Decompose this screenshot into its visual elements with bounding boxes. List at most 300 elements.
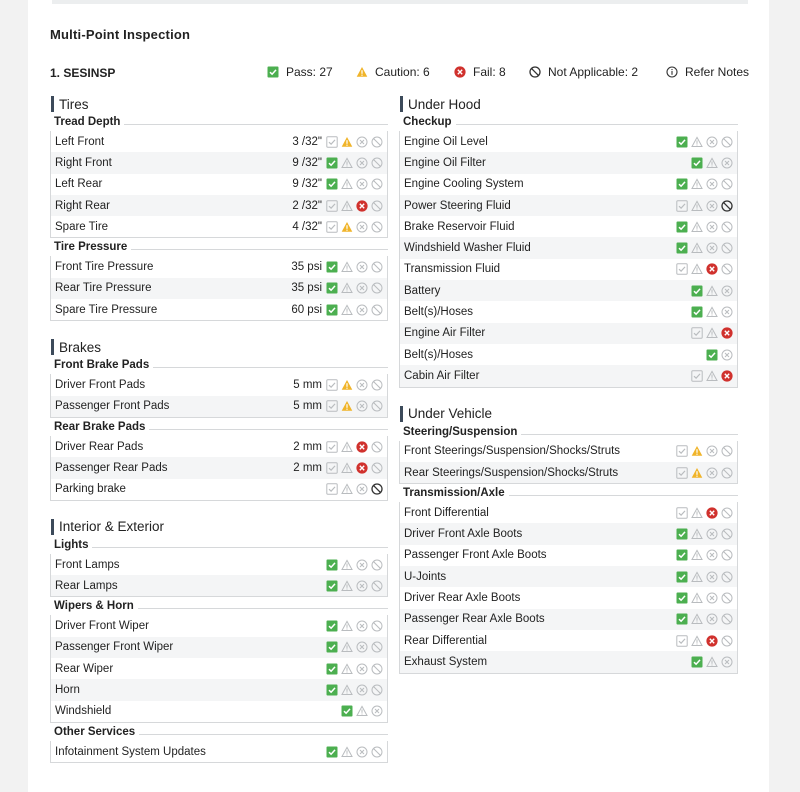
not-applicable-icon[interactable] [721, 549, 733, 561]
inspection-item-name: Driver Rear Pads [55, 440, 144, 453]
inspection-label: 1. SESINSP [50, 66, 116, 80]
pass-icon[interactable] [676, 507, 688, 519]
caution-icon[interactable] [691, 549, 703, 561]
fail-icon[interactable] [706, 200, 718, 212]
status-icons [326, 400, 383, 412]
inspection-item-value: 2 mm [293, 440, 322, 453]
not-applicable-icon[interactable] [721, 467, 733, 479]
caution-icon[interactable] [706, 656, 718, 668]
pass-icon[interactable] [691, 656, 703, 668]
caution-icon[interactable] [706, 285, 718, 297]
caution-icon[interactable] [706, 327, 718, 339]
fail-icon[interactable] [706, 467, 718, 479]
pass-icon[interactable] [326, 261, 338, 273]
inspection-item-name: Passenger Front Axle Boots [404, 549, 547, 562]
fail-icon[interactable] [356, 200, 368, 212]
fail-icon[interactable] [356, 282, 368, 294]
inspection-row-engine-cooling-system [400, 174, 737, 195]
caution-icon[interactable] [691, 635, 703, 647]
inspection-item-name: Engine Air Filter [404, 327, 486, 340]
pass-icon[interactable] [676, 613, 688, 625]
inspection-row-passenger-front-wiper [51, 637, 387, 658]
right-column [399, 95, 738, 674]
inspection-item-name: Belt(s)/Hoses [404, 348, 474, 361]
group-title-transmission-axle [399, 487, 738, 502]
status-icons [676, 221, 733, 233]
inspection-item-name: Spare Tire Pressure [55, 303, 158, 316]
not-applicable-icon[interactable] [371, 684, 383, 696]
group-title-steering-suspension [399, 426, 738, 441]
fail-icon[interactable] [356, 221, 368, 233]
pass-icon[interactable] [326, 441, 338, 453]
inspection-item-name: Rear Lamps [55, 579, 118, 592]
status-icons [326, 663, 383, 675]
fail-icon[interactable] [356, 641, 368, 653]
fail-icon[interactable] [356, 441, 368, 453]
pass-icon[interactable] [676, 263, 688, 275]
fail-icon[interactable] [721, 285, 733, 297]
pass-icon[interactable] [676, 467, 688, 479]
inspection-group-wipers-horn [50, 615, 388, 722]
caution-icon[interactable] [341, 157, 353, 169]
pass-icon[interactable] [326, 200, 338, 212]
inspection-item-value: 60 psi [291, 303, 322, 316]
inspection-item-name: Front Steerings/Suspension/Shocks/Struts [404, 445, 621, 458]
caution-icon[interactable] [691, 136, 703, 148]
group-title-tread-depth [50, 116, 388, 131]
pass-icon[interactable] [341, 705, 353, 717]
caution-icon [356, 66, 368, 78]
caution-icon[interactable] [691, 178, 703, 190]
pass-icon[interactable] [326, 641, 338, 653]
fail-icon[interactable] [721, 327, 733, 339]
status-icons [691, 656, 733, 668]
status-icons [676, 507, 733, 519]
inspection-item-name: Infotainment System Updates [55, 745, 206, 758]
not-applicable-icon[interactable] [371, 483, 383, 495]
caution-icon[interactable] [341, 559, 353, 571]
caution-icon[interactable] [691, 507, 703, 519]
pass-icon[interactable] [676, 178, 688, 190]
not-applicable-icon[interactable] [371, 136, 383, 148]
caution-icon[interactable] [691, 467, 703, 479]
inspection-item-name: Left Front [55, 135, 105, 148]
pass-icon[interactable] [326, 400, 338, 412]
status-icons [326, 304, 383, 316]
fail-icon [454, 66, 466, 78]
inspection-item-name: Passenger Rear Pads [55, 461, 168, 474]
group-title-label: Other Services [54, 725, 136, 738]
caution-icon[interactable] [706, 157, 718, 169]
inspection-group-steering-suspension [399, 441, 738, 485]
pass-icon[interactable] [326, 746, 338, 758]
inspection-item-name: Brake Reservoir Fluid [404, 220, 515, 233]
inspection-item-name: Driver Front Pads [55, 379, 146, 392]
not-applicable-icon[interactable] [371, 379, 383, 391]
inspection-row-battery [400, 280, 737, 301]
caution-icon[interactable] [691, 200, 703, 212]
pass-icon[interactable] [676, 592, 688, 604]
fail-icon[interactable] [706, 136, 718, 148]
caution-icon[interactable] [341, 483, 353, 495]
group-title-label: Checkup [403, 116, 452, 128]
fail-icon[interactable] [721, 157, 733, 169]
legend-na-label: Not Applicable: 2 [548, 65, 639, 79]
pass-icon[interactable] [691, 285, 703, 297]
status-icons [691, 370, 733, 382]
inspection-group-tire-pressure [50, 256, 388, 321]
status-icons [326, 559, 383, 571]
inspection-item-name: Passenger Front Pads [55, 400, 170, 413]
caution-icon[interactable] [341, 746, 353, 758]
pass-icon[interactable] [691, 327, 703, 339]
pass-icon[interactable] [326, 136, 338, 148]
status-icons [326, 483, 383, 495]
not-applicable-icon[interactable] [721, 221, 733, 233]
fail-icon[interactable] [706, 445, 718, 457]
inspection-item-value: 35 psi [291, 282, 322, 295]
pass-icon[interactable] [691, 370, 703, 382]
inspection-row-passenger-front-axle-boots [400, 545, 737, 566]
fail-icon[interactable] [706, 242, 718, 254]
pass-icon[interactable] [676, 242, 688, 254]
fail-icon[interactable] [356, 580, 368, 592]
inspection-item-value: 9 /32" [292, 178, 322, 191]
inspection-row-rear-differential [400, 630, 737, 651]
status-icons [326, 261, 383, 273]
fail-icon[interactable] [356, 620, 368, 632]
caution-icon[interactable] [691, 528, 703, 540]
fail-icon[interactable] [706, 613, 718, 625]
status-icons [326, 221, 383, 233]
fail-icon[interactable] [721, 370, 733, 382]
status-icons [326, 200, 383, 212]
pass-icon[interactable] [676, 200, 688, 212]
pass-icon[interactable] [326, 483, 338, 495]
inspection-item-value: 35 psi [291, 261, 322, 274]
pass-icon[interactable] [691, 157, 703, 169]
status-icons [326, 746, 383, 758]
not-applicable-icon[interactable] [371, 261, 383, 273]
inspection-row-driver-front-wiper [51, 615, 387, 636]
caution-icon[interactable] [341, 221, 353, 233]
section-title-under-hood: Under Hood [400, 95, 738, 113]
fail-icon[interactable] [721, 656, 733, 668]
caution-icon[interactable] [341, 136, 353, 148]
not-applicable-icon[interactable] [721, 200, 733, 212]
group-title-other-services [50, 726, 388, 741]
inspection-row-u-joints [400, 566, 737, 587]
inspection-group-lights [50, 554, 388, 598]
not-applicable-icon[interactable] [371, 400, 383, 412]
status-icons [326, 136, 383, 148]
fail-icon[interactable] [356, 559, 368, 571]
inspection-group-rear-brake-pads [50, 436, 388, 501]
inspection-row-infotainment-system-updates [51, 741, 387, 762]
pass-icon[interactable] [326, 304, 338, 316]
caution-icon[interactable] [341, 663, 353, 675]
group-title-label: Transmission/Axle [403, 487, 505, 500]
pass-icon[interactable] [676, 445, 688, 457]
not-applicable-icon[interactable] [721, 571, 733, 583]
not-applicable-icon[interactable] [371, 641, 383, 653]
pass-icon[interactable] [676, 571, 688, 583]
not-applicable-icon[interactable] [371, 304, 383, 316]
not-applicable-icon[interactable] [721, 445, 733, 457]
inspection-item-name: Rear Wiper [55, 662, 114, 675]
status-icons [326, 282, 383, 294]
group-title-label: Rear Brake Pads [54, 420, 146, 433]
pass-icon [267, 66, 279, 78]
not-applicable-icon[interactable] [371, 221, 383, 233]
inspection-item-name: Rear Steerings/Suspension/Shocks/Struts [404, 466, 619, 479]
left-column [50, 95, 388, 763]
group-title-checkup [399, 116, 738, 131]
inspection-item-name: Power Steering Fluid [404, 199, 511, 212]
fail-icon[interactable] [706, 507, 718, 519]
pass-icon[interactable] [326, 221, 338, 233]
caution-icon[interactable] [341, 178, 353, 190]
fail-icon[interactable] [706, 549, 718, 561]
caution-icon[interactable] [341, 200, 353, 212]
fail-icon[interactable] [356, 136, 368, 148]
pass-icon[interactable] [326, 282, 338, 294]
fail-icon[interactable] [356, 663, 368, 675]
inspection-row-front-lamps [51, 554, 387, 575]
inspection-row-belt-s-hoses [400, 344, 737, 365]
inspection-item-value: 5 mm [293, 379, 322, 392]
not-applicable-icon[interactable] [371, 178, 383, 190]
fail-icon[interactable] [721, 349, 733, 361]
not-applicable-icon[interactable] [371, 559, 383, 571]
caution-icon[interactable] [341, 641, 353, 653]
pass-icon[interactable] [326, 684, 338, 696]
fail-icon[interactable] [706, 635, 718, 647]
status-icons [326, 157, 383, 169]
caution-icon[interactable] [341, 400, 353, 412]
fail-icon[interactable] [356, 157, 368, 169]
fail-icon[interactable] [706, 592, 718, 604]
caution-icon[interactable] [691, 242, 703, 254]
inspection-item-name: Spare Tire [55, 220, 109, 233]
not-applicable-icon[interactable] [721, 592, 733, 604]
inspection-row-driver-front-axle-boots [400, 523, 737, 544]
fail-icon[interactable] [356, 379, 368, 391]
inspection-row-left-rear [51, 174, 387, 195]
inspection-item-name: Horn [55, 683, 80, 696]
inspection-group-other-services [50, 741, 388, 763]
inspection-item-name: U-Joints [404, 570, 447, 583]
fail-icon[interactable] [706, 178, 718, 190]
caution-icon[interactable] [691, 571, 703, 583]
inspection-row-left-front [51, 131, 387, 152]
group-title-label: Tire Pressure [54, 241, 128, 254]
not-applicable-icon[interactable] [721, 242, 733, 254]
status-icons [676, 571, 733, 583]
caution-icon[interactable] [691, 263, 703, 275]
status-icons [691, 327, 733, 339]
section-title-tires: Tires [51, 95, 388, 113]
not-applicable-icon[interactable] [371, 462, 383, 474]
status-icons [326, 641, 383, 653]
group-title-label: Front Brake Pads [54, 359, 150, 372]
legend-pass [267, 65, 333, 79]
not-applicable-icon[interactable] [371, 620, 383, 632]
fail-icon[interactable] [356, 178, 368, 190]
inspection-item-name: Front Differential [404, 506, 489, 519]
inspection-item-name: Front Lamps [55, 558, 120, 571]
pass-icon[interactable] [326, 379, 338, 391]
status-icons [676, 549, 733, 561]
not-applicable-icon[interactable] [721, 178, 733, 190]
inspection-row-rear-tire-pressure [51, 278, 387, 299]
not-applicable-icon[interactable] [721, 136, 733, 148]
pass-icon[interactable] [691, 306, 703, 318]
status-icons [706, 349, 733, 361]
fail-icon[interactable] [706, 528, 718, 540]
pass-icon[interactable] [676, 136, 688, 148]
legend-pass-label: Pass: 27 [286, 65, 333, 79]
fail-icon[interactable] [356, 304, 368, 316]
pass-icon[interactable] [676, 549, 688, 561]
caution-icon[interactable] [341, 620, 353, 632]
inspection-row-driver-rear-pads [51, 436, 387, 457]
pass-icon[interactable] [676, 221, 688, 233]
inspection-item-value: 2 /32" [292, 199, 322, 212]
status-icons [326, 441, 383, 453]
inspection-item-name: Engine Cooling System [404, 178, 524, 191]
fail-icon[interactable] [706, 571, 718, 583]
not-applicable-icon[interactable] [371, 157, 383, 169]
inspection-row-parking-brake [51, 479, 387, 500]
status-icons [341, 705, 383, 717]
inspection-row-windshield [51, 701, 387, 722]
status-icons [676, 178, 733, 190]
status-icons [676, 445, 733, 457]
caution-icon[interactable] [691, 445, 703, 457]
pass-icon[interactable] [706, 349, 718, 361]
fail-icon[interactable] [721, 306, 733, 318]
pass-icon[interactable] [676, 528, 688, 540]
fail-icon[interactable] [356, 684, 368, 696]
caution-icon[interactable] [691, 592, 703, 604]
not-applicable-icon[interactable] [371, 580, 383, 592]
not-applicable-icon[interactable] [721, 613, 733, 625]
pass-icon[interactable] [326, 559, 338, 571]
status-icons [326, 580, 383, 592]
inspection-row-right-front [51, 152, 387, 173]
inspection-item-name: Windshield Washer Fluid [404, 242, 531, 255]
caution-icon[interactable] [691, 613, 703, 625]
status-icons [676, 592, 733, 604]
status-icons [676, 263, 733, 275]
status-icons [676, 467, 733, 479]
inspection-row-engine-air-filter [400, 323, 737, 344]
inspection-item-name: Engine Oil Filter [404, 156, 486, 169]
inspection-group-transmission-axle [399, 502, 738, 673]
caution-icon[interactable] [341, 304, 353, 316]
not-applicable-icon[interactable] [371, 441, 383, 453]
inspection-item-value: 3 /32" [292, 135, 322, 148]
fail-icon[interactable] [356, 400, 368, 412]
fail-icon[interactable] [356, 483, 368, 495]
inspection-row-front-steerings-suspension-shocks-struts [400, 441, 737, 462]
pass-icon[interactable] [326, 462, 338, 474]
status-icons [676, 635, 733, 647]
caution-icon[interactable] [356, 705, 368, 717]
not-applicable-icon[interactable] [721, 263, 733, 275]
inspection-row-passenger-rear-pads [51, 457, 387, 478]
inspection-item-name: Rear Tire Pressure [55, 282, 152, 295]
not-applicable-icon[interactable] [371, 746, 383, 758]
inspection-row-transmission-fluid [400, 259, 737, 280]
caution-icon[interactable] [341, 282, 353, 294]
fail-icon[interactable] [356, 462, 368, 474]
status-icons [326, 462, 383, 474]
pass-icon[interactable] [326, 663, 338, 675]
legend-caution-label: Caution: 6 [375, 65, 430, 79]
inspection-row-belt-s-hoses [400, 301, 737, 322]
caution-icon[interactable] [341, 441, 353, 453]
not-applicable-icon[interactable] [721, 507, 733, 519]
pass-icon[interactable] [676, 635, 688, 647]
inspection-group-tread-depth [50, 131, 388, 238]
not-applicable-icon[interactable] [371, 200, 383, 212]
status-icons [691, 306, 733, 318]
group-title-lights [50, 539, 388, 554]
fail-icon[interactable] [706, 221, 718, 233]
status-icons [676, 136, 733, 148]
not-applicable-icon[interactable] [721, 528, 733, 540]
inspection-item-name: Exhaust System [404, 655, 488, 668]
caution-icon[interactable] [341, 379, 353, 391]
caution-icon[interactable] [341, 580, 353, 592]
status-icons [326, 178, 383, 190]
caution-icon[interactable] [691, 221, 703, 233]
pass-icon[interactable] [326, 178, 338, 190]
legend-notes [666, 65, 749, 79]
pass-icon[interactable] [326, 580, 338, 592]
inspection-group-front-brake-pads [50, 374, 388, 418]
fail-icon[interactable] [706, 263, 718, 275]
inspection-item-name: Transmission Fluid [404, 263, 501, 276]
inspection-row-cabin-air-filter [400, 365, 737, 386]
not-applicable-icon[interactable] [371, 663, 383, 675]
inspection-item-name: Right Front [55, 156, 112, 169]
caution-icon[interactable] [706, 306, 718, 318]
inspection-item-name: Windshield [55, 705, 112, 718]
caution-icon[interactable] [341, 261, 353, 273]
fail-icon[interactable] [356, 746, 368, 758]
caution-icon[interactable] [341, 684, 353, 696]
inspection-item-name: Driver Front Axle Boots [404, 528, 523, 541]
status-icons [676, 242, 733, 254]
inspection-item-value: 9 /32" [292, 156, 322, 169]
not-applicable-icon [529, 66, 541, 78]
fail-icon[interactable] [356, 261, 368, 273]
status-icons [676, 528, 733, 540]
fail-icon[interactable] [371, 705, 383, 717]
not-applicable-icon[interactable] [371, 282, 383, 294]
inspection-item-name: Passenger Front Wiper [55, 641, 174, 654]
inspection-item-name: Passenger Rear Axle Boots [404, 613, 545, 626]
pass-icon[interactable] [326, 157, 338, 169]
inspection-row-rear-lamps [51, 575, 387, 596]
caution-icon[interactable] [341, 462, 353, 474]
not-applicable-icon[interactable] [721, 635, 733, 647]
pass-icon[interactable] [326, 620, 338, 632]
caution-icon[interactable] [706, 370, 718, 382]
